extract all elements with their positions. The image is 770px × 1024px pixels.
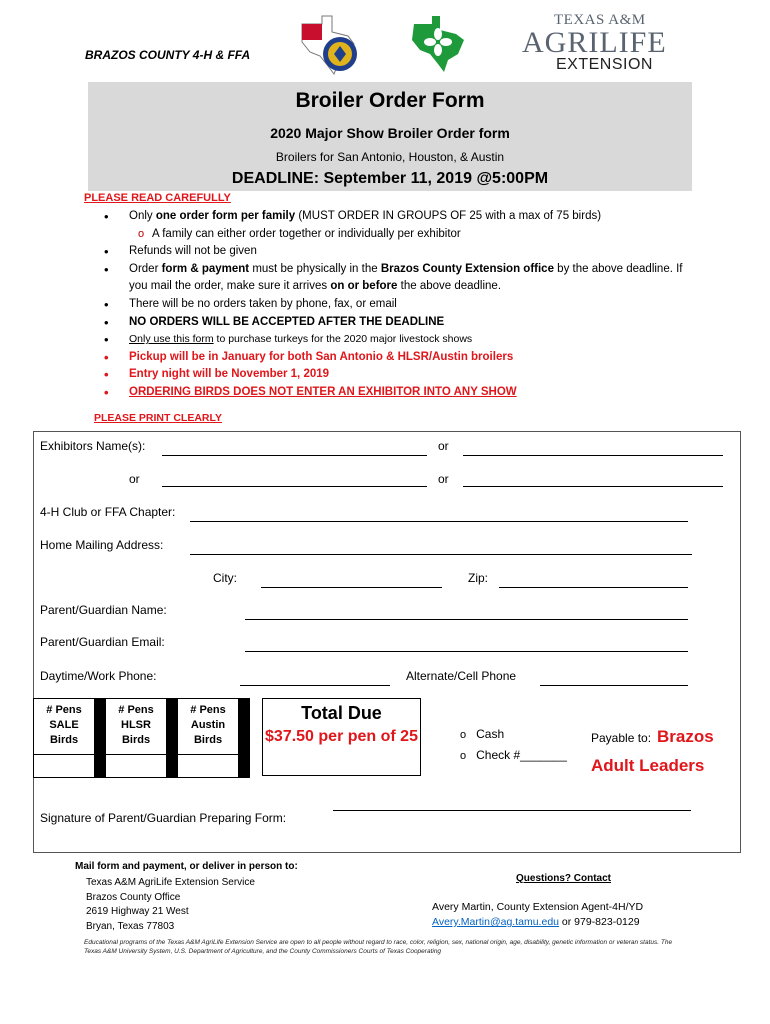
pens-table xyxy=(33,698,250,778)
rule-no-late: • NO ORDERS WILL BE ACCEPTED AFTER THE DEADLINE xyxy=(100,314,690,332)
deadline-text: DEADLINE: September 11, 2019 @5:00PM xyxy=(231,170,549,187)
club-field[interactable] xyxy=(190,521,688,522)
rule-not-entry: • ORDERING BIRDS DOES NOT ENTER AN EXHIBITOR INTO ANY SHOW xyxy=(100,384,690,402)
page-title: Broiler Order Form xyxy=(295,89,485,112)
parent-email-label: Parent/Guardian Email: xyxy=(40,635,165,649)
or-label: or xyxy=(438,472,449,486)
address-line: Brazos County Office xyxy=(86,891,181,903)
rules-list xyxy=(100,208,690,402)
payable-to-name-2: Adult Leaders xyxy=(591,756,705,775)
zip-field[interactable] xyxy=(499,587,688,588)
rule-one-form: • Only one order form per family (MUST ORDER IN GROUPS OF 25 with a max of 75 birds) xyxy=(100,208,690,226)
phone-label: Daytime/Work Phone: xyxy=(40,669,157,683)
check-checkbox-icon: o xyxy=(460,750,467,762)
pens-sale-header: # Pens SALE Birds xyxy=(34,699,95,755)
total-due-title: Total Due xyxy=(301,703,382,723)
rule-turkeys: • Only use this form to purchase turkeys for the 2020 major livestock shows xyxy=(100,331,690,349)
rule-pickup: • Pickup will be in January for both San Antonio & HLSR/Austin broilers xyxy=(100,349,690,367)
contact-line xyxy=(432,915,643,930)
exhibitor-3-field[interactable] xyxy=(162,486,427,487)
city-label: City: xyxy=(213,571,237,585)
alt-phone-label: Alternate/Cell Phone xyxy=(406,669,517,683)
rule-one-form-sub: o A family can either order together or individually per exhibitor xyxy=(100,226,690,244)
ffa-texas-logo-icon xyxy=(298,14,368,76)
pens-austin-header: # Pens Austin Birds xyxy=(178,699,239,755)
check-option[interactable]: o Check #_______ xyxy=(460,748,567,762)
zip-label: Zip: xyxy=(468,571,489,585)
club-label: 4-H Club or FFA Chapter: xyxy=(40,505,176,519)
parent-email-field[interactable] xyxy=(245,651,688,652)
pens-sale-input[interactable] xyxy=(34,755,95,778)
pens-hlsr-header: # Pens HLSR Birds xyxy=(106,699,167,755)
address-line: 2619 Highway 21 West xyxy=(86,906,189,917)
signature-field[interactable] xyxy=(333,810,691,811)
mailing-address xyxy=(86,876,255,934)
or-label: or xyxy=(438,439,449,453)
rule-refunds: • Refunds will not be given xyxy=(100,243,690,261)
exhibitors-label: Exhibitors Name(s): xyxy=(40,439,146,453)
form-subtitle: 2020 Major Show Broiler Order form xyxy=(270,125,510,141)
cash-option[interactable]: o Cash xyxy=(460,727,505,741)
agrilife-top-text: TEXAS A&M xyxy=(554,12,646,28)
pens-austin-input[interactable] xyxy=(178,755,239,778)
locations-text: Broilers for San Antonio, Houston, & Austin xyxy=(275,150,505,164)
cash-checkbox-icon: o xyxy=(460,729,467,741)
parent-name-label: Parent/Guardian Name: xyxy=(40,603,167,617)
alt-phone-field[interactable] xyxy=(540,685,688,686)
signature-label: Signature of Parent/Guardian Preparing Form: xyxy=(40,811,287,825)
address-line: Bryan, Texas 77803 xyxy=(86,920,175,932)
agrilife-logo xyxy=(520,12,685,74)
pens-divider xyxy=(95,699,106,778)
exhibitor-2-field[interactable] xyxy=(463,455,723,456)
county-heading: BRAZOS COUNTY 4-H & FFA xyxy=(85,48,251,62)
pens-hlsr-input[interactable] xyxy=(106,755,167,778)
contact-email-link[interactable]: Avery.Martin@ag.tamu.edu xyxy=(432,916,559,928)
4h-texas-logo-icon xyxy=(410,16,476,72)
address-field[interactable] xyxy=(190,554,692,555)
phone-field[interactable] xyxy=(240,685,390,686)
please-read-heading: PLEASE READ CAREFULLY xyxy=(84,192,231,204)
address-line: Texas A&M AgriLife Extension Service xyxy=(86,877,255,888)
rule-entry-night: • Entry night will be November 1, 2019 xyxy=(100,366,690,384)
agrilife-bottom-text: EXTENSION xyxy=(556,56,653,73)
rule-no-phone: • There will be no orders taken by phone, fax, or email xyxy=(100,296,690,314)
agrilife-mid-text: AGRILIFE xyxy=(522,26,667,59)
questions-heading: Questions? Contact xyxy=(516,873,612,884)
pens-divider xyxy=(167,699,178,778)
rule-payment: • Order form & payment must be physically in the Brazos County Extension office by the above deadline. If you mail the order, make sure it arrives on or before the above deadline. xyxy=(100,261,690,296)
mail-heading: Mail form and payment, or deliver in person to: xyxy=(75,861,298,872)
contact-info xyxy=(432,900,643,930)
or-label: or xyxy=(129,472,140,486)
parent-name-field[interactable] xyxy=(245,619,688,620)
exhibitor-4-field[interactable] xyxy=(463,486,723,487)
address-label: Home Mailing Address: xyxy=(40,538,164,552)
contact-name: Avery Martin, County Extension Agent-4H/YD xyxy=(432,901,644,913)
exhibitor-1-field[interactable] xyxy=(162,455,427,456)
total-due-box xyxy=(262,698,421,776)
payable-to-label: Payable to: xyxy=(591,731,652,745)
pens-divider xyxy=(239,699,250,778)
total-due-price: $37.50 per pen of 25 xyxy=(265,728,418,745)
disclaimer-text: Educational programs of the Texas A&M AgriLife Extension Service are open to all people without regard to race, color, religion, sex, national origin, age, disability, genetic information or veteran status. The Texas A&M University System, U.S. Department of Agriculture, and the County Commissioners Courts of Texas Cooperating xyxy=(84,939,673,955)
city-field[interactable] xyxy=(261,587,442,588)
please-print-heading: PLEASE PRINT CLEARLY xyxy=(94,412,222,424)
payable-to-name-1: Brazos xyxy=(657,727,714,746)
contact-phone: or 979-823-0129 xyxy=(559,916,640,928)
